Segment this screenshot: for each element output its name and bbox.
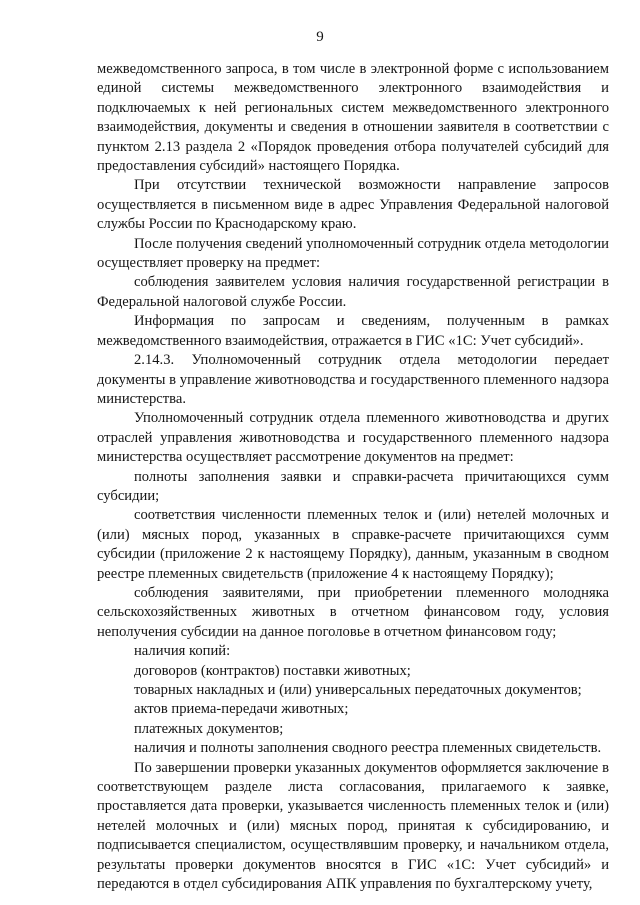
paragraph-copies-contracts: договоров (контрактов) поставки животных; [134,662,411,679]
page-number: 9 [316,29,324,45]
paragraph-section-2-14-3: 2.14.3. Уполномоченный сотрудник отдела методологии передает документы в управление животноводства и государственного племенного надзора министерства. [97,352,609,407]
paragraph-completeness-application: полноты заполнения заявки и справки-расчета причитающихся сумм субсидии; [97,468,609,504]
paragraph-review-completion: По завершении проверки указанных документов оформляется заключение в соответствующем разделе листа согласования, прилагаемого к заявке, проставляется дата проверки, указывается численность племенных телок и (или) нетелей молочных и (или) мясных пород, принятая к субсидированию, и подписывается специалистом, осуществлявшим проверку, и начальником отдела, результаты проверки документов вносятся в ГИС «1С: Учет субсидий» и передаются в отдел субсидирования АПК управления по бухгалтерскому учету, [97,759,609,893]
paragraph-copies-acts: актов приема-передачи животных; [134,701,349,718]
paragraph-breeding-registry: наличия и полноты заполнения сводного реестра племенных свидетельств. [134,740,602,757]
paragraph-subsidy-condition: соблюдения заявителями, при приобретении племенного молодняка сельскохозяйственных животных в отчетном финансовом году, условия неполучения субсидии на данное поголовье в отчетном финансовом году; [97,584,609,640]
paragraph-copies-invoices: товарных накладных и (или) универсальных передаточных документов; [134,682,582,698]
paragraph-livestock-count-match: соответствия численности племенных телок и (или) нетелей молочных и (или) мясных пород, указанных в справке-расчете причитающихся сумм субсидии (приложение 2 к настоящему Порядку), данным, указанным в сводном реестре племенных свидетельств (приложение 4 к настоящему Порядку); [97,507,609,582]
document-body [97,60,609,894]
paragraph-continuation: межведомственного запроса, в том числе в электронной форме с использованием единой системы межведомственного электронного взаимодействия и подключаемых к ней региональных систем межведомственного электронного взаимодействия, документы и сведения в отношении заявителя в соответствии с пунктом 2.13 раздела 2 «Порядок проведения отбора получателей субсидий для предоставления субсидий» настоящего Порядка. [97,61,609,175]
paragraph-copies-intro: наличия копий: [134,643,231,660]
paragraph-information-gis: Информация по запросам и сведениям, полученным в рамках межведомственного взаимодействия, отражается в ГИС «1С: Учет субсидий». [97,313,609,349]
paragraph-breeding-department-review: Уполномоченный сотрудник отдела племенного животноводства и других отраслей управления животноводства и государственного племенного надзора министерства осуществляет рассмотрение документов на предмет: [97,410,609,466]
paragraph-registration-condition: соблюдения заявителем условия наличия государственной регистрации в Федеральной налоговой службе России. [97,274,609,310]
paragraph-verification-intro: После получения сведений уполномоченный сотрудник отдела методологии осуществляет проверку на предмет: [97,235,609,272]
paragraph-copies-payments: платежных документов; [134,720,284,737]
paragraph-no-technical-capability: При отсутствии технической возможности направление запросов осуществляется в письменном виде в адрес Управления Федеральной налоговой службы России по Краснодарскому краю. [97,177,609,233]
